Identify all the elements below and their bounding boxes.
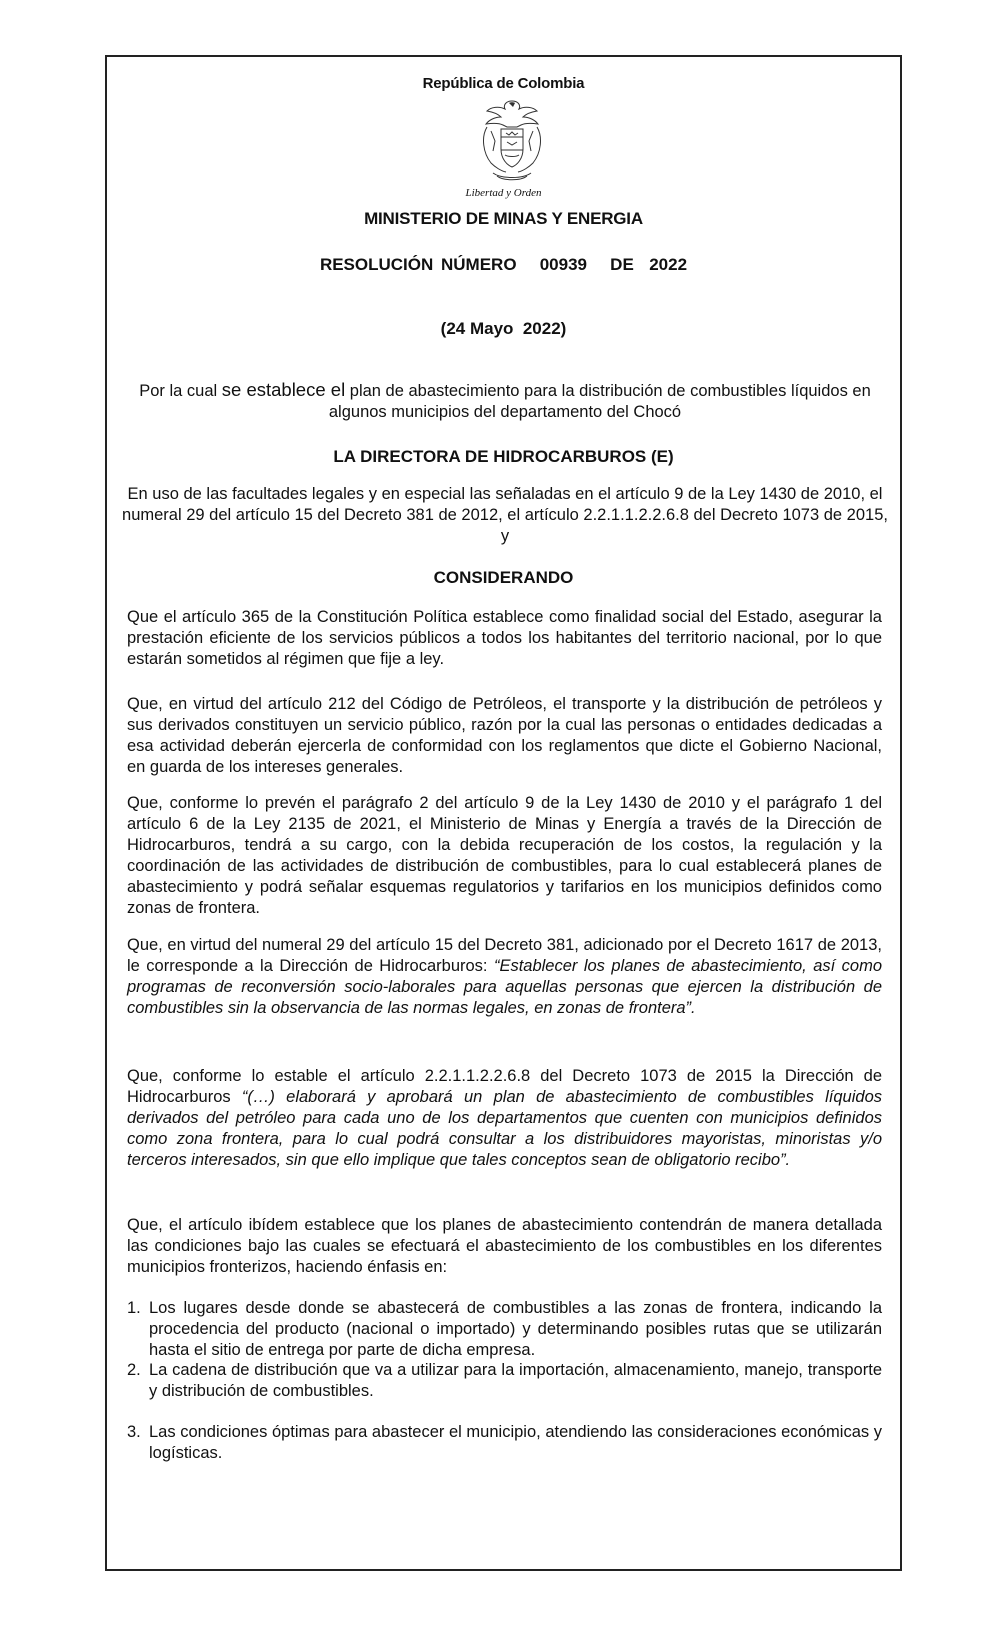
resolution-purpose (121, 379, 889, 423)
list-item-number: 2. (127, 1361, 141, 1379)
ministry-title: MINISTERIO DE MINAS Y ENERGIA (364, 209, 643, 228)
list-item-number: 3. (127, 1423, 141, 1441)
document-page (105, 55, 902, 1571)
list-item-number: 1. (127, 1299, 141, 1317)
resolution-number: RESOLUCIÓN NÚMERO 00939 DE 2022 (319, 255, 688, 274)
authority-title: LA DIRECTORA DE HIDROCARBUROS (E) (333, 447, 674, 466)
considerando-paragraph-3: Que, conforme lo prevén el parágrafo 2 del artículo 9 de la Ley 1430 de 2010 y el parágrafo 1 del artículo 6 de la Ley 2135 de 2021, el Ministerio de Minas y Energía a través de la Dirección de Hidrocarburos, tendrá a su cargo, con la debida recuperación de los costos, la regulación y la coordinación de las actividades de distribución de combustibles, para lo cual establecerá planes de abastecimiento y podrá señalar esquemas regulatorios y tarifarios en los municipios definidos como zonas de frontera. (127, 794, 882, 917)
considerando-heading: CONSIDERANDO (433, 568, 574, 587)
list-item-text: Las condiciones óptimas para abastecer el municipio, atendiendo las consideraciones económicas y logísticas. (149, 1423, 882, 1462)
legal-powers-paragraph: En uso de las facultades legales y en especial las señaladas en el artículo 9 de la Ley 1430 de 2010, el numeral 29 del artículo 15 del Decreto 381 de 2012, el artículo 2.2.1.1.2.2.6.8 del Decreto 1073 de 2015, y (122, 485, 888, 545)
considerando-paragraph-5 (127, 1066, 882, 1171)
considerando-paragraph-4 (127, 935, 882, 1019)
paragraph-4-quote: “Establecer los planes de abastecimiento, así como programas de reconversión socio-laborales para aquellas personas que ejercen la distribución de combustibles sin la observancia de las normas legales, en zonas de frontera”. (127, 957, 882, 1017)
paragraph-4-text: Que, en virtud del numeral 29 del artículo 15 del Decreto 381, adicionado por el Decreto 1617 de 2013, le corresponde a la Dirección de Hidrocarburos: (127, 936, 882, 975)
list-item-text: Los lugares desde donde se abastecerá de combustibles a las zonas de frontera, indicando la procedencia del producto (nacional o importado) y determinando posibles rutas que se utilizarán hasta el sitio de entrega por parte de dicha empresa. (149, 1299, 882, 1359)
considerando-paragraph-6: Que, el artículo ibídem establece que los planes de abastecimiento contendrán de manera detallada las condiciones bajo las cuales se efectuará el abastecimiento de los combustibles en los diferentes municipios fronterizos, haciendo énfasis en: (127, 1216, 882, 1276)
purpose-part-1: Por la cual (139, 382, 222, 400)
seal-motto: Libertad y Orden (465, 187, 542, 199)
considerando-paragraph-1: Que el artículo 365 de la Constitución Política establece como finalidad social del Estado, asegurar la prestación eficiente de los servicios públicos a todos los habitantes del territorio nacional, por lo que estarán sometidos al régimen que fije a ley. (127, 608, 882, 668)
list-item (127, 1298, 882, 1361)
country-header: República de Colombia (422, 75, 585, 92)
purpose-part-3: plan de abastecimiento para la distribución de combustibles líquidos en algunos municipios del departamento del Chocó (328, 382, 871, 421)
purpose-part-2: se establece el (221, 379, 346, 400)
list-item (127, 1422, 882, 1464)
considerando-paragraph-2: Que, en virtud del artículo 212 del Código de Petróleos, el transporte y la distribución de petróleos y sus derivados constituyen un servicio público, razón por la cual las personas o entidades dedicadas a esa actividad deberán ejercerla de conformidad con los reglamentos que dicte el Gobierno Nacional, en guarda de los intereses generales. (127, 695, 882, 776)
list-item-text: La cadena de distribución que va a utilizar para la importación, almacenamiento, manejo, transporte y distribución de combustibles. (149, 1361, 882, 1400)
list-item (127, 1360, 882, 1402)
coat-of-arms-icon (473, 97, 551, 189)
paragraph-5-quote: “(…) elaborará y aprobará un plan de abastecimiento de combustibles líquidos derivados del petróleo para cada uno de los departamentos que cuenten con municipios definidos como zona frontera, para lo cual podrá consultar a los distribuidores mayoristas, minoristas y/o terceros interesados, sin que ello implique que tales conceptos sean de obligatorio recibo”. (127, 1088, 882, 1169)
paragraph-5-text: Que, conforme lo estable el artículo 2.2.1.1.2.2.6.8 del Decreto 1073 de 2015 la Dirección de Hidrocarburos (127, 1067, 882, 1106)
resolution-date: (24 Mayo 2022) (440, 319, 567, 338)
